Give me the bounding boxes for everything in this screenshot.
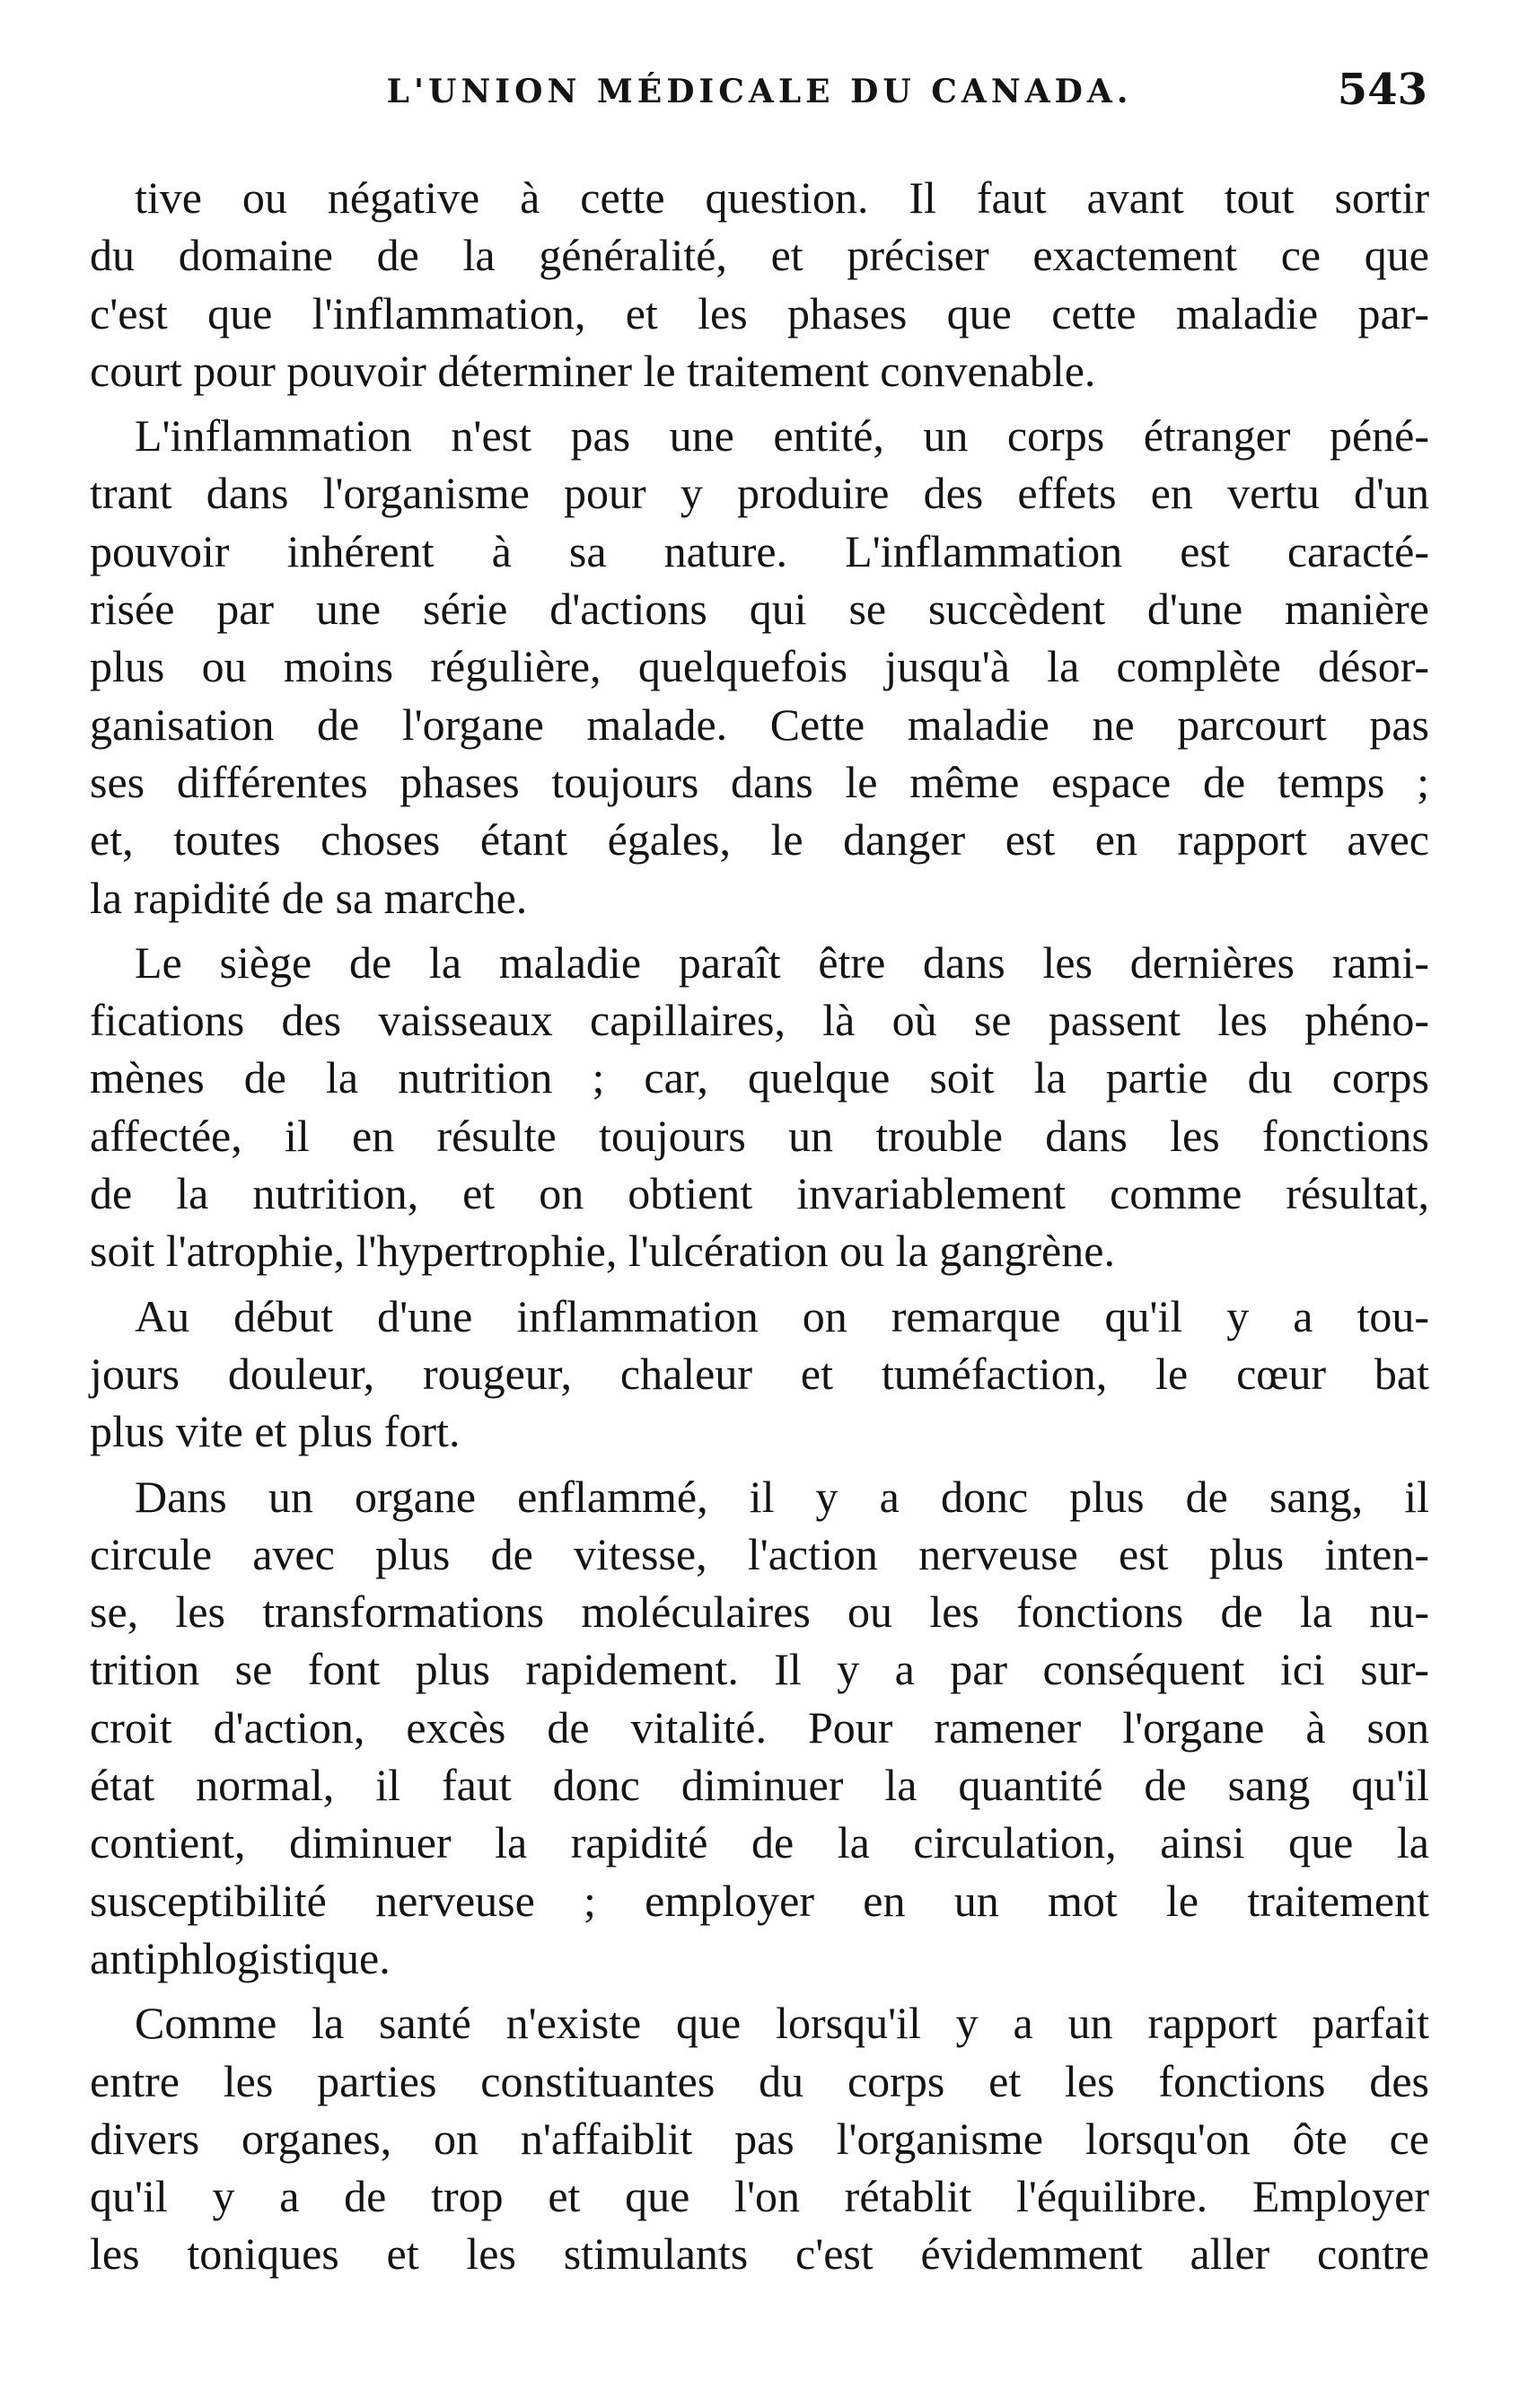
text-line: croit d'action, excès de vitalité. Pour ramener l'organe à son (90, 1701, 1429, 1753)
text-line: ses différentes phases toujours dans le même espace de temps ; (90, 756, 1429, 807)
text-line: pouvoir inhérent à sa nature. L'inflammation est caracté- (90, 525, 1429, 576)
paragraph (90, 1468, 1429, 1988)
text-line: contient, diminuer la rapidité de la circulation, ainsi que la (90, 1817, 1429, 1868)
text-line: trition se font plus rapidement. Il y a par conséquent ici sur- (90, 1644, 1429, 1695)
article-body (90, 169, 1429, 2283)
text-line: tive ou négative à cette question. Il faut avant tout sortir (135, 172, 1429, 223)
text-line: divers organes, on n'affaiblit pas l'organisme lorsqu'on ôte ce (90, 2113, 1429, 2164)
text-line: risée par une série d'actions qui se succèdent d'une manière (90, 584, 1429, 635)
text-line: soit l'atrophie, l'hypertrophie, l'ulcération ou la gangrène. (90, 1226, 1115, 1277)
text-line: Au début d'une inflammation on remarque qu'il y a tou- (135, 1290, 1429, 1341)
text-line: L'inflammation n'est pas une entité, un corps étranger péné- (135, 410, 1429, 461)
text-line: les toniques et les stimulants c'est évidemment aller contre (90, 2228, 1429, 2280)
paragraph (90, 1287, 1429, 1461)
paragraph (90, 407, 1429, 927)
text-line: et, toutes choses étant égales, le danger est en rapport avec (90, 814, 1429, 866)
text-line: Comme la santé n'existe que lorsqu'il y a un rapport parfait (135, 1998, 1429, 2049)
text-line: jours douleur, rougeur, chaleur et tuméfaction, le cœur bat (90, 1348, 1429, 1399)
text-line: entre les parties constituantes du corps et les fonctions des (90, 2055, 1429, 2106)
text-line: c'est que l'inflammation, et les phases que cette maladie par- (90, 287, 1429, 338)
text-line: fications des vaisseaux capillaires, là où se passent les phéno- (90, 995, 1429, 1046)
text-line: plus ou moins régulière, quelquefois jusqu'à la complète désor- (90, 641, 1429, 692)
text-line: du domaine de la généralité, et préciser exactement ce que (90, 230, 1429, 281)
running-header (90, 63, 1429, 138)
text-line: Dans un organe enflammé, il y a donc plus de sang, il (135, 1471, 1429, 1522)
text-line: de la nutrition, et on obtient invariablement comme résultat, (90, 1168, 1429, 1219)
text-line: mènes de la nutrition ; car, quelque soit la partie du corps (90, 1052, 1429, 1103)
text-line: susceptibilité nerveuse ; employer en un mot le traitement (90, 1875, 1429, 1926)
text-line: trant dans l'organisme pour y produire des effets en vertu d'un (90, 468, 1429, 519)
journal-title: L'UNION MÉDICALE DU CANADA. (386, 73, 1133, 110)
text-line: ganisation de l'organe malade. Cette maladie ne parcourt pas (90, 699, 1429, 750)
paragraph (90, 934, 1429, 1280)
page-number: 543 (1337, 65, 1427, 115)
text-line: qu'il y a de trop et que l'on rétablit l'équilibre. Employer (90, 2171, 1429, 2222)
book-page (90, 63, 1429, 2361)
text-line: court pour pouvoir déterminer le traitement convenable. (90, 345, 1096, 396)
text-line: la rapidité de sa marche. (90, 872, 528, 923)
text-line: se, les transformations moléculaires ou les fonctions de la nu- (90, 1586, 1429, 1638)
text-line: antiphlogistique. (90, 1932, 391, 1983)
text-line: Le siège de la maladie paraît être dans les dernières rami- (135, 936, 1429, 988)
paragraph (90, 1994, 1429, 2282)
text-line: plus vite et plus fort. (90, 1406, 461, 1457)
text-line: état normal, il faut donc diminuer la quantité de sang qu'il (90, 1760, 1429, 1811)
text-line: affectée, il en résulte toujours un trouble dans les fonctions (90, 1110, 1429, 1161)
paragraph (90, 169, 1429, 400)
text-line: circule avec plus de vitesse, l'action nerveuse est plus inten- (90, 1528, 1429, 1579)
